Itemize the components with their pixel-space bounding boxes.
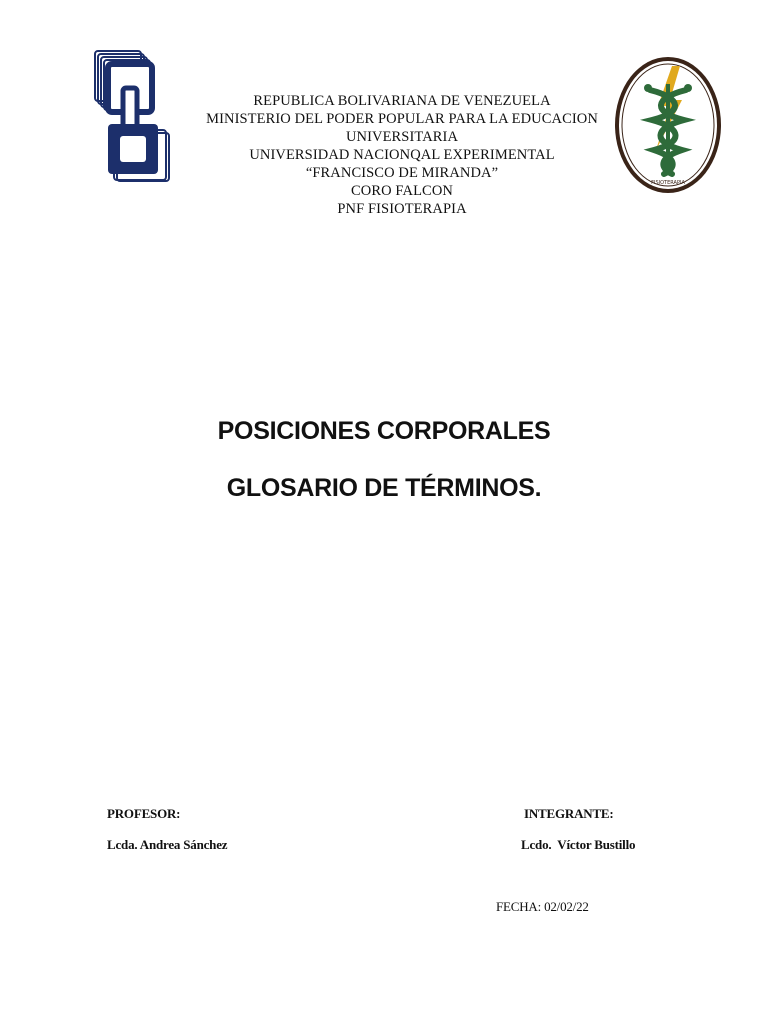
header-line-university-type: UNIVERSITARIA <box>345 129 459 145</box>
document-title: POSICIONES CORPORALES <box>217 417 551 445</box>
header-line-university: UNIVERSIDAD NACIONQAL EXPERIMENTAL <box>249 147 555 163</box>
header-line-university-name: “FRANCISCO DE MIRANDA” <box>305 165 499 181</box>
header-line-location: CORO FALCON <box>351 183 453 199</box>
professor-name: Lcda. Andrea Sánchez <box>107 837 228 852</box>
document-date: FECHA: 02/02/22 <box>496 899 589 914</box>
member-label: INTEGRANTE: <box>524 806 614 821</box>
document-subtitle: GLOSARIO DE TÉRMINOS. <box>226 474 542 502</box>
professor-label: PROFESOR: <box>107 806 181 821</box>
member-name: Lcdo. Víctor Bustillo <box>521 837 636 852</box>
institution-header <box>150 92 654 218</box>
seal-text: FISIOTERAPIA <box>651 180 685 186</box>
header-line-republic: REPUBLICA BOLIVARIANA DE VENEZUELA <box>253 93 551 109</box>
header-line-program: PNF FISIOTERAPIA <box>337 201 467 217</box>
header-line-ministry: MINISTERIO DEL PODER POPULAR PARA LA EDUCACION <box>206 111 598 127</box>
